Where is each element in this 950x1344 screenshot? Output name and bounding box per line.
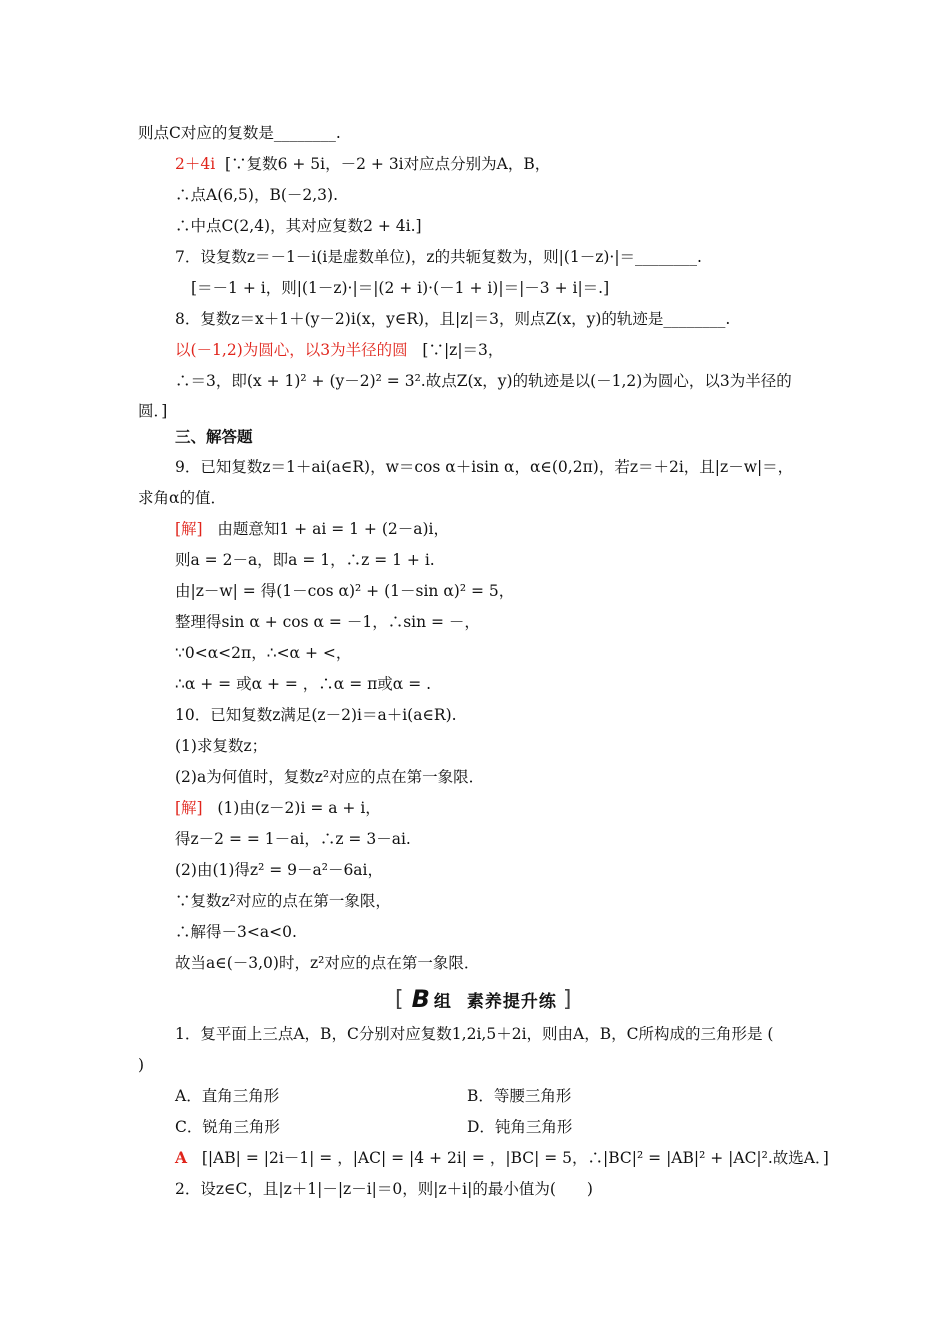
option-c: C．锐角三角形 — [175, 1118, 280, 1136]
text-line: 圆．] — [138, 402, 168, 420]
solution-line — [175, 518, 449, 540]
answer: 2＋4i — [175, 155, 216, 173]
banner-right-bracket: ] — [562, 986, 572, 1012]
group-word: 组 — [433, 991, 451, 1012]
section-heading: 三、解答题 — [175, 427, 253, 446]
option-a: A．直角三角形 — [175, 1087, 280, 1105]
explanation: [|AB| = |2i－1| = ，|AC| = |4 + 2i| = ，|BC| = 5，∴|BC|² = |AB|² + |AC|².故选A．] — [201, 1149, 829, 1167]
solution-text: 由题意知1 + ai = 1 + (2－a)i， — [217, 520, 449, 538]
text-line: ∵0<α<2π，∴<α + <， — [175, 644, 352, 662]
text-line: 由|z－w| = 得(1－cos α)² + (1－sin α)² = 5， — [175, 582, 515, 600]
question-b2: 2．设z∈C，且|z＋1|－|z－i|＝0，则|z＋i|的最小值为( ) — [175, 1180, 593, 1198]
answer: 以(－1,2)为圆心，以3为半径的圆 — [175, 341, 408, 359]
banner-title: 素养提升练 — [466, 991, 557, 1012]
group-letter: B — [411, 985, 430, 1013]
text-line: 则a = 2－a，即a = 1，∴z = 1 + i. — [175, 551, 435, 569]
text-line: 则点C对应的复数是________. — [138, 124, 341, 142]
text-line: 得z－2 = = 1－ai，∴z = 3－ai. — [175, 830, 411, 848]
option-b: B．等腰三角形 — [467, 1087, 572, 1105]
text-line: ∴中点C(2,4)，其对应复数2 + 4i.] — [175, 217, 422, 235]
solution-label: [解] — [175, 799, 203, 817]
question-8: 8．复数z＝x＋1＋(y－2)i(x，y∈R)，且|z|＝3，则点Z(x，y)的轨迹是________. — [175, 310, 731, 328]
text-line: (1)求复数z； — [175, 737, 268, 755]
text-line: [＝－1 + i，则|(1－z)·|＝|(2 + i)·(－1 + i)|＝|－3 + i|＝.] — [191, 279, 610, 297]
question-9: 9．已知复数z＝1＋ai(a∈R)，w＝cos α＋isin α，α∈(0,2π)，若z＝＋2i，且|z－w|＝， — [175, 458, 794, 476]
solution-text: (1)由(z－2)i = a + i， — [217, 799, 381, 817]
option-d: D．钝角三角形 — [467, 1118, 573, 1136]
text-line: ∵复数z²对应的点在第一象限， — [175, 892, 391, 910]
question-b1: 1．复平面上三点A，B，C分别对应复数1,2i,5＋2i，则由A，B，C所构成的三角形是 ( — [175, 1025, 774, 1043]
text-line: 故当a∈(－3,0)时，z²对应的点在第一象限． — [175, 954, 480, 972]
text-line: ) — [138, 1056, 145, 1074]
solution-line — [175, 797, 381, 819]
question-7: 7．设复数z＝－1－i(i是虚数单位)，z的共轭复数为，则|(1－z)·|＝________. — [175, 248, 702, 266]
text-line: 求角α的值． — [138, 489, 226, 507]
explanation: [∵|z|＝3， — [422, 341, 504, 359]
text-line: ∴α + = 或α + = ，∴α = π或α = . — [175, 675, 432, 693]
answer: A — [175, 1148, 188, 1167]
explanation: [∵复数6 + 5i，－2 + 3i对应点分别为A，B， — [225, 155, 551, 173]
question-10: 10．已知复数z满足(z－2)i＝a＋i(a∈R). — [175, 706, 457, 724]
solution-label: [解] — [175, 520, 203, 538]
banner-left-bracket: [ — [395, 986, 404, 1012]
section-banner — [395, 985, 571, 1013]
text-line: 整理得sin α + cos α = －1，∴sin = －， — [175, 613, 480, 631]
text-line: (2)a为何值时，复数z²对应的点在第一象限． — [175, 768, 485, 786]
text-line: ∴解得－3<a<0. — [175, 923, 297, 941]
answer-line — [175, 339, 503, 361]
answer-line — [175, 1147, 829, 1169]
text-line: ∴点A(6,5)，B(－2,3). — [175, 186, 339, 204]
text-line: (2)由(1)得z² = 9－a²－6ai， — [175, 861, 384, 879]
answer-line — [175, 153, 550, 175]
text-line: ∴＝3，即(x + 1)² + (y－2)² = 3².故点Z(x，y)的轨迹是以(－1,2)为圆心，以3为半径的 — [175, 372, 792, 390]
